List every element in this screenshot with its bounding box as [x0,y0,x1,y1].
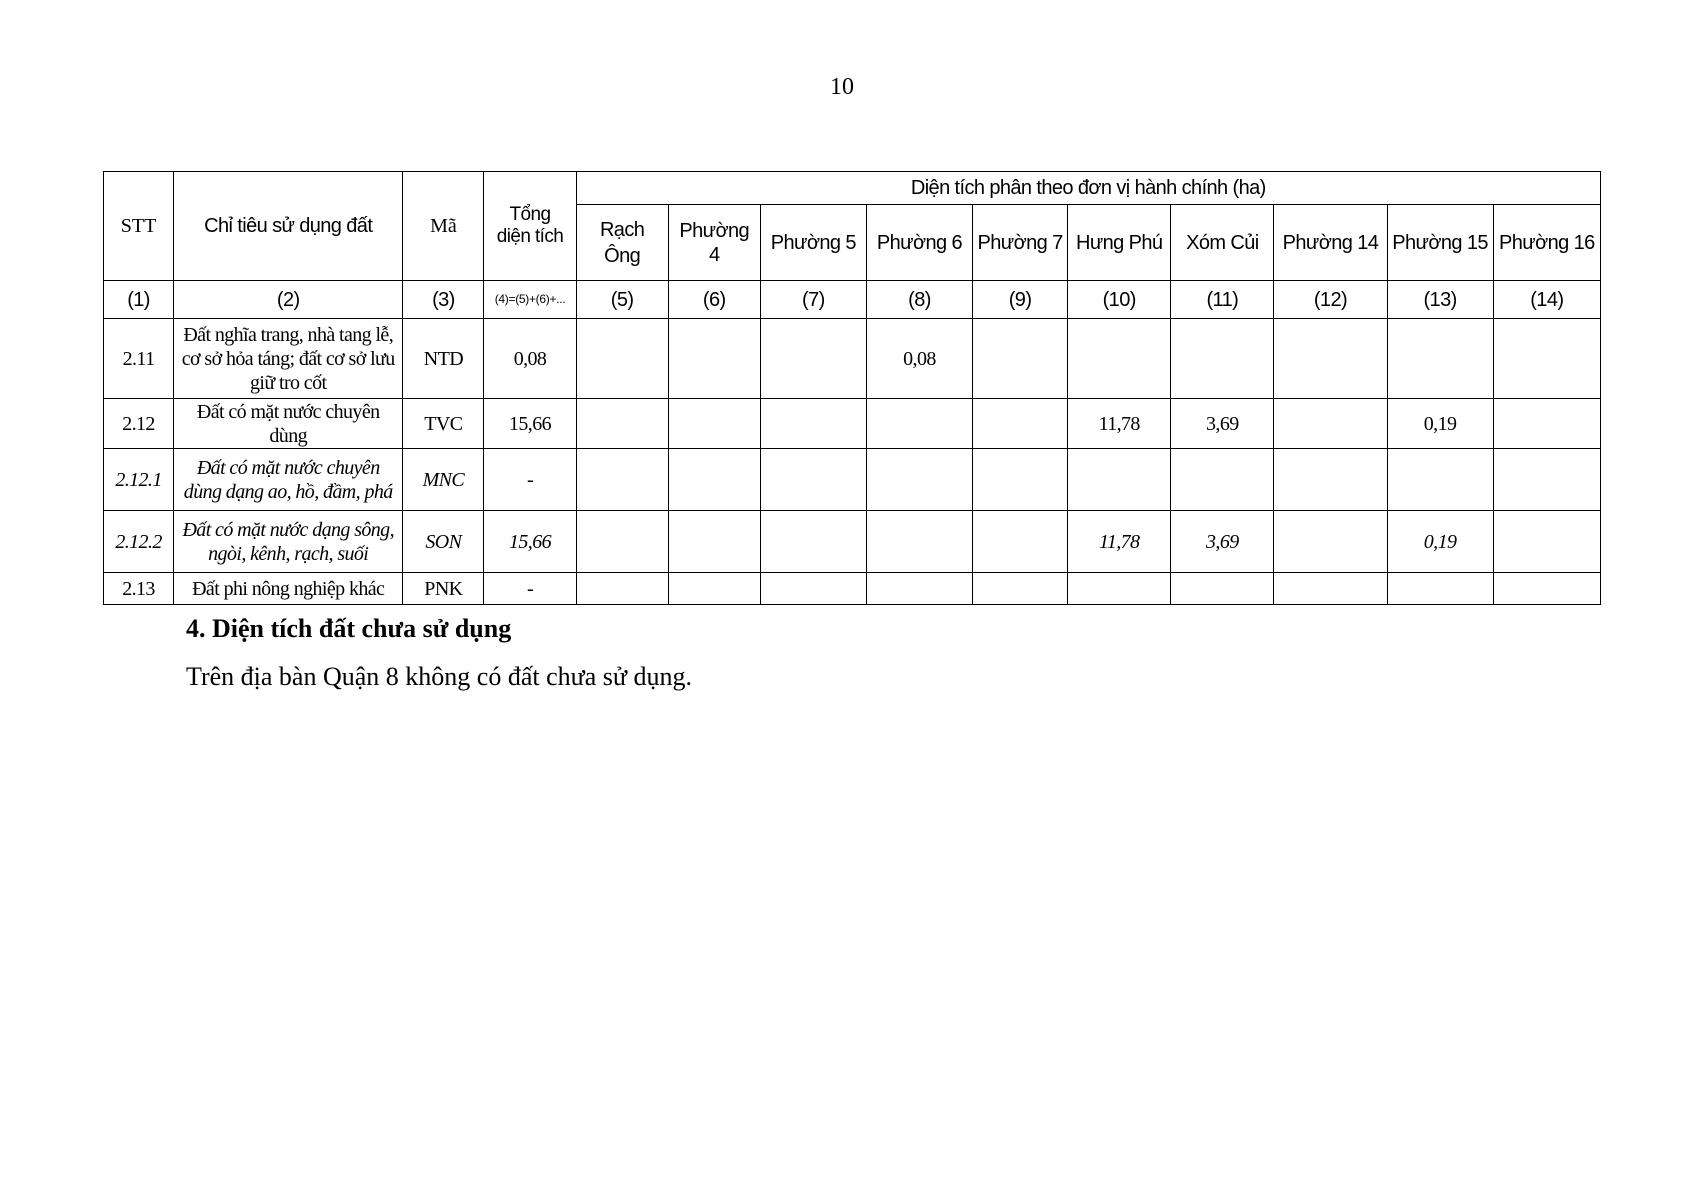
row-value [1387,573,1493,605]
row-code: TVC [403,399,484,449]
row-value [1387,449,1493,511]
header-code: Mã [403,172,484,281]
row-value [1387,319,1493,399]
index-cell: (14) [1493,281,1600,319]
header-stt: STT [104,172,174,281]
header-ward: Phường 7 [973,205,1068,281]
row-name: Đất phi nông nghiệp khác [174,573,403,605]
row-value [760,511,866,573]
row-value [1068,449,1171,511]
row-value [668,449,760,511]
row-total: 15,66 [484,399,576,449]
header-indicator: Chỉ tiêu sử dụng đất [174,172,403,281]
header-ward: Phường 4 [668,205,760,281]
section-title: 4. Diện tích đất chưa sử dụng [186,614,512,643]
row-value [1493,319,1600,399]
index-cell: (9) [973,281,1068,319]
row-value [668,573,760,605]
row-value: 11,78 [1068,399,1171,449]
row-value [1493,573,1600,605]
row-value [1493,449,1600,511]
row-stt: 2.13 [104,573,174,605]
row-value: 0,19 [1387,511,1493,573]
row-value [1274,573,1387,605]
table-row [104,319,1601,399]
row-value: 3,69 [1171,511,1274,573]
land-use-table [103,171,1601,605]
row-value [1274,399,1387,449]
row-stt: 2.12.1 [104,449,174,511]
table-row [104,511,1601,573]
row-value [576,449,668,511]
header-total [484,172,576,281]
row-code: SON [403,511,484,573]
header-ward: Hưng Phú [1068,205,1171,281]
row-total: - [484,449,576,511]
row-value [760,399,866,449]
row-value [576,511,668,573]
index-cell: (8) [866,281,972,319]
row-value [973,319,1068,399]
row-value [760,449,866,511]
ward-rach-ong-line2: Ông [604,244,641,267]
row-value [1171,449,1274,511]
row-value [866,399,972,449]
row-value [760,573,866,605]
index-cell: (1) [104,281,174,319]
row-name: Đất có mặt nước chuyên dùng dạng ao, hồ, đầm, phá [174,449,403,511]
row-value [1171,573,1274,605]
row-value: 0,19 [1387,399,1493,449]
row-total: 15,66 [484,511,576,573]
row-value: 3,69 [1171,399,1274,449]
row-value [576,319,668,399]
index-cell: (6) [668,281,760,319]
row-value [668,399,760,449]
index-cell: (11) [1171,281,1274,319]
row-value [973,449,1068,511]
header-ward: Xóm Củi [1171,205,1274,281]
row-value [866,449,972,511]
table-row [104,399,1601,449]
row-value [1493,399,1600,449]
row-code: PNK [403,573,484,605]
row-value [576,573,668,605]
page-number: 10 [830,74,854,100]
row-value [576,399,668,449]
index-cell: (12) [1274,281,1387,319]
index-cell: (3) [403,281,484,319]
row-stt: 2.12 [104,399,174,449]
index-cell: (7) [760,281,866,319]
row-name: Đất có mặt nước chuyên dùng [174,399,403,449]
row-value [973,399,1068,449]
header-ward: Phường 5 [760,205,866,281]
table-row [104,573,1601,605]
row-value [866,511,972,573]
row-value [1493,511,1600,573]
index-cell: (13) [1387,281,1493,319]
section-text: Trên địa bàn Quận 8 không có đất chưa sử dụng. [186,662,692,691]
index-cell: (10) [1068,281,1171,319]
row-stt: 2.12.2 [104,511,174,573]
header-ward: Phường 14 [1274,205,1387,281]
index-cell: (5) [576,281,668,319]
row-value: 0,08 [866,319,972,399]
row-name: Đất nghĩa trang, nhà tang lễ, cơ sở hỏa táng; đất cơ sở lưu giữ tro cốt [174,319,403,399]
row-value [668,511,760,573]
header-ward: Phường 15 [1387,205,1493,281]
index-cell: (2) [174,281,403,319]
row-value [973,511,1068,573]
row-value [1068,573,1171,605]
table-body [104,319,1601,605]
row-code: MNC [403,449,484,511]
row-value [866,573,972,605]
header-ward: Phường 6 [866,205,972,281]
row-value [973,573,1068,605]
header-ward-rach-ong [576,205,668,281]
row-value [1171,319,1274,399]
header-total-line2: diện tích [496,226,564,247]
header-group: Diện tích phân theo đơn vị hành chính (ha) [576,172,1600,205]
row-code: NTD [403,319,484,399]
row-value [1068,319,1171,399]
row-stt: 2.11 [104,319,174,399]
row-value [760,319,866,399]
row-value [668,319,760,399]
row-value [1274,449,1387,511]
row-total: - [484,573,576,605]
row-name: Đất có mặt nước dạng sông, ngòi, kênh, rạch, suối [174,511,403,573]
row-value [1274,319,1387,399]
header-total-line1: Tổng [509,204,551,225]
header-ward: Phường 16 [1493,205,1600,281]
index-cell: (4)=(5)+(6)+... [484,281,576,319]
row-value: 11,78 [1068,511,1171,573]
ward-rach-ong-line1: Rạch [599,218,645,241]
table-row [104,449,1601,511]
row-total: 0,08 [484,319,576,399]
row-value [1274,511,1387,573]
